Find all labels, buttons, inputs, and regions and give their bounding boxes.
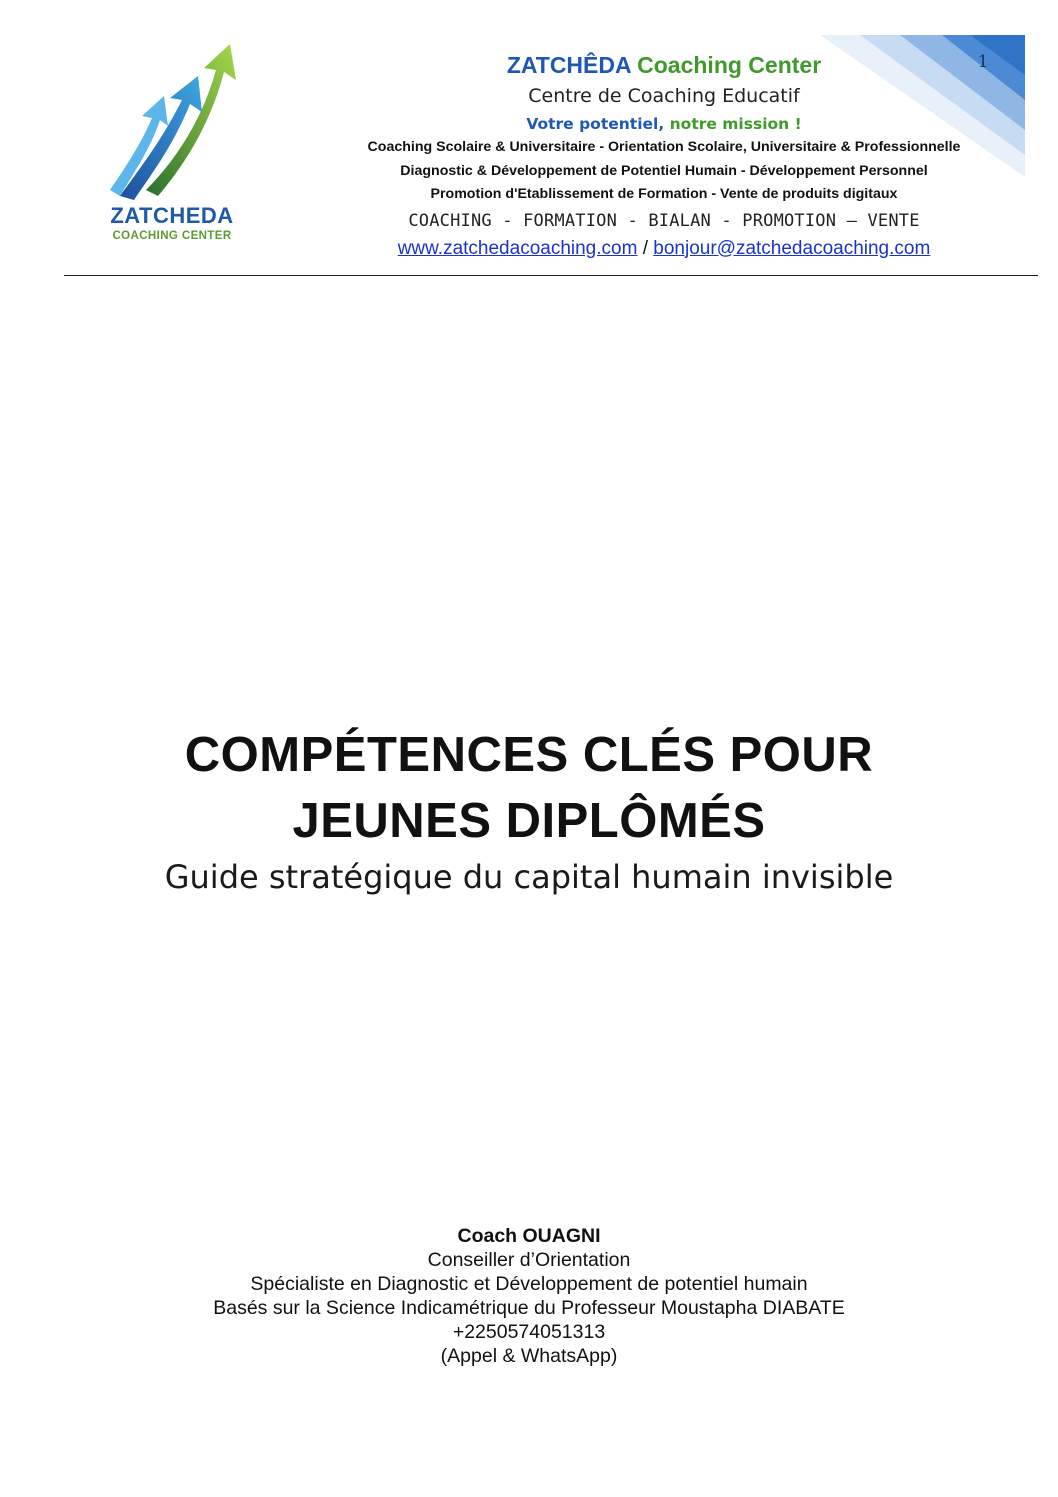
motto-part1: Votre potentiel, [526,115,665,133]
link-separator: / [637,237,654,259]
motto-part2: notre mission ! [669,115,802,133]
author-role: Conseiller d’Orientation [427,1249,631,1271]
services-line-1: Coaching Scolaire & Universitaire - Orientation Scolaire, Universitaire & Professionnelle [367,139,961,155]
logo-arrows-icon [106,40,238,202]
services-line-2: Diagnostic & Développement de Potentiel Humain - Développement Personnel [400,162,928,179]
company-logo [92,40,252,250]
tagline: Centre de Coaching Educatif [528,85,800,107]
page-number: 1 [977,52,989,72]
author-phone: +2250574051313 [452,1321,606,1343]
document-title [60,722,998,854]
website-link[interactable]: www.zatchedacoaching.com [397,237,638,259]
logo-name: ZATCHEDA [110,203,234,228]
logo-subtitle: COACHING CENTER [112,230,232,242]
services-line-3: Promotion d'Etablissement de Formation - Vente de produits digitaux [430,186,898,202]
title-line-2: JEUNES DIPLÔMÉS [292,794,766,848]
email-link[interactable]: bonjour@zatchedacoaching.com [653,237,931,259]
motto [300,112,1028,136]
brand-name [300,50,1028,80]
header-divider [64,275,1038,276]
author-name: Coach OUAGNI [457,1225,601,1247]
brand-name-part2: Coaching Center [637,52,822,78]
title-line-1: COMPÉTENCES CLÉS POUR [184,728,874,782]
author-specialty: Spécialiste en Diagnostic et Développement de potentiel humain [250,1273,808,1295]
author-contact-note: (Appel & WhatsApp) [440,1345,618,1367]
author-basis: Basés sur la Science Indicamétrique du Professeur Moustapha DIABATE [213,1297,845,1319]
header-text [300,50,1028,263]
author-block [60,1224,998,1368]
document-subtitle: Guide stratégique du capital humain invisible [164,858,894,896]
activities-line: COACHING - FORMATION - BIALAN - PROMOTION – VENTE [408,210,920,231]
contact-links [300,235,1028,263]
brand-name-part1: ZATCHÊDA [506,52,631,78]
